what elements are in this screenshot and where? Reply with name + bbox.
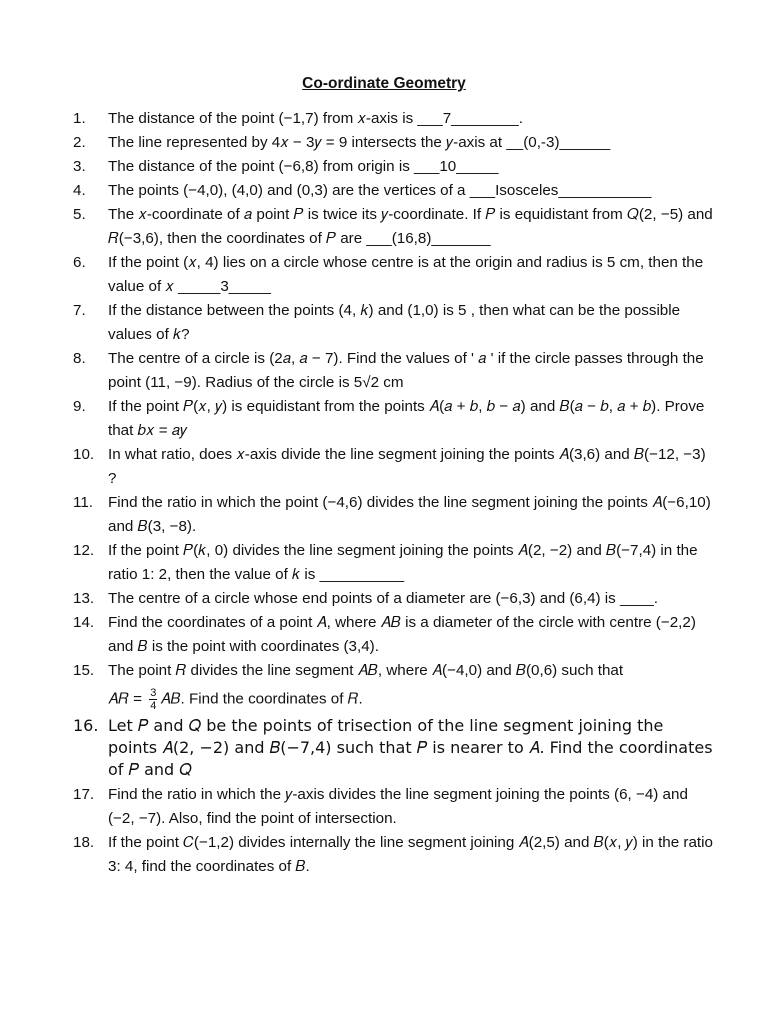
question-number: 10. [73,446,95,463]
question-text: Find the coordinates of a point 𝐴, where 𝐴𝐵 is a diameter of the circle with centre (−2,2) and 𝐵 is the point with coordinates (3,4). [108,614,696,655]
question-text: Find the ratio in which the 𝑦-axis divides the line segment joining the points (6, −4) and (−2, −7). Also, find the point of intersection. [108,786,688,827]
fraction-denominator: 4 [150,700,157,712]
question-text: In what ratio, does 𝑥-axis divide the line segment joining the points 𝐴(3,6) and 𝐵(−12, −3) ? [108,446,706,487]
question-number: 18. [73,834,95,851]
question-number: 14. [73,614,95,631]
question-number: 1. [73,110,86,127]
question-number: 16. [73,716,99,735]
question-text: The distance of the point (−1,7) from 𝑥-axis is ___7________. [108,110,523,127]
question-13 [73,587,713,611]
question-6 [73,251,713,299]
question-number: 3. [73,158,86,175]
question-text: The points (−4,0), (4,0) and (0,3) are the vertices of a ___Isosceles___________ [108,182,652,199]
question-text: If the distance between the points (4, 𝑘) and (1,0) is 5 , then what can be the possible values of 𝑘? [108,302,681,343]
page-title: Co-ordinate Geometry [302,75,466,92]
question-number: 8. [73,350,86,367]
question-9 [73,395,713,443]
question-text: The centre of a circle is (2𝑎, 𝑎 − 7). Find the values of ' 𝑎 ' if the circle passes through the point (11, −9). Radius of the circle is 5√2 cm [108,350,704,391]
question-15 [73,659,713,712]
question-text: If the point 𝑃(𝑘, 0) divides the line segment joining the points 𝐴(2, −2) and 𝐵(−7,4) in the ratio 1: 2, then the value of 𝑘 is __________ [108,542,698,583]
question-text: Find the ratio in which the point (−4,6) divides the line segment joining the points 𝐴(−6,10) and 𝐵(3, −8). [108,494,711,535]
question-list [73,107,713,879]
question-number: 12. [73,542,95,559]
question-10 [73,443,713,491]
question-14 [73,611,713,659]
question-number: 7. [73,302,86,319]
question-number: 17. [73,786,95,803]
question-text: If the point 𝐶(−1,2) divides internally the line segment joining 𝐴(2,5) and 𝐵(𝑥, 𝑦) in the ratio 3: 4, find the coordinates of 𝐵. [108,834,713,875]
question-text: The 𝑥-coordinate of 𝑎 point 𝑃 is twice its 𝑦-coordinate. If 𝑃 is equidistant from 𝑄(2, −5) and 𝑅(−3,6), then the coordinates of 𝑃 are ___(16,8)_______ [108,206,713,247]
question-12 [73,539,713,587]
fraction [149,687,157,712]
question-number: 2. [73,134,86,151]
question-4 [73,179,713,203]
question-11 [73,491,713,539]
question-8 [73,347,713,395]
question-text: The centre of a circle whose end points of a diameter are (−6,3) and (6,4) is ____. [108,590,659,607]
equation-rhs: 𝐴𝐵. Find the coordinates of 𝑅. [160,690,363,708]
question-text: Let 𝑃 and 𝑄 be the points of trisection of the line segment joining the points 𝐴(2, −2) and 𝐵(−7,4) such that 𝑃 is nearer to 𝐴. Find the coordinates of 𝑃 and 𝑄 [108,716,713,779]
question-17 [73,783,713,831]
question-2 [73,131,713,155]
question-7 [73,299,713,347]
question-text-line1: The point 𝑅 divides the line segment 𝐴𝐵, where 𝐴(−4,0) and 𝐵(0,6) such that [108,662,624,679]
question-text: The line represented by 4𝑥 − 3𝑦 = 9 intersects the 𝑦-axis at __(0,-3)______ [108,134,611,151]
question-1 [73,107,713,131]
question-number: 6. [73,254,86,271]
question-number: 4. [73,182,86,199]
question-number: 13. [73,590,95,607]
question-3 [73,155,713,179]
question-number: 15. [73,662,95,679]
question-number: 11. [73,494,93,511]
question-18 [73,831,713,879]
question-5 [73,203,713,251]
question-16 [73,712,713,783]
question-text: The distance of the point (−6,8) from origin is ___10_____ [108,158,499,175]
fraction-numerator: 3 [150,687,157,699]
question-text: If the point (𝑥, 4) lies on a circle whose centre is at the origin and radius is 5 cm, then the value of 𝑥 _____3_____ [108,254,704,295]
question-text-line2 [108,683,713,712]
question-number: 9. [73,398,86,415]
question-text: If the point 𝑃(𝑥, 𝑦) is equidistant from the points 𝐴(𝑎 + 𝑏, 𝑏 − 𝑎) and 𝐵(𝑎 − 𝑏, 𝑎 + 𝑏). Prove that 𝑏𝑥 = 𝑎𝑦 [108,398,705,439]
equation-lhs: 𝐴𝑅 = [108,690,147,708]
question-number: 5. [73,206,86,223]
